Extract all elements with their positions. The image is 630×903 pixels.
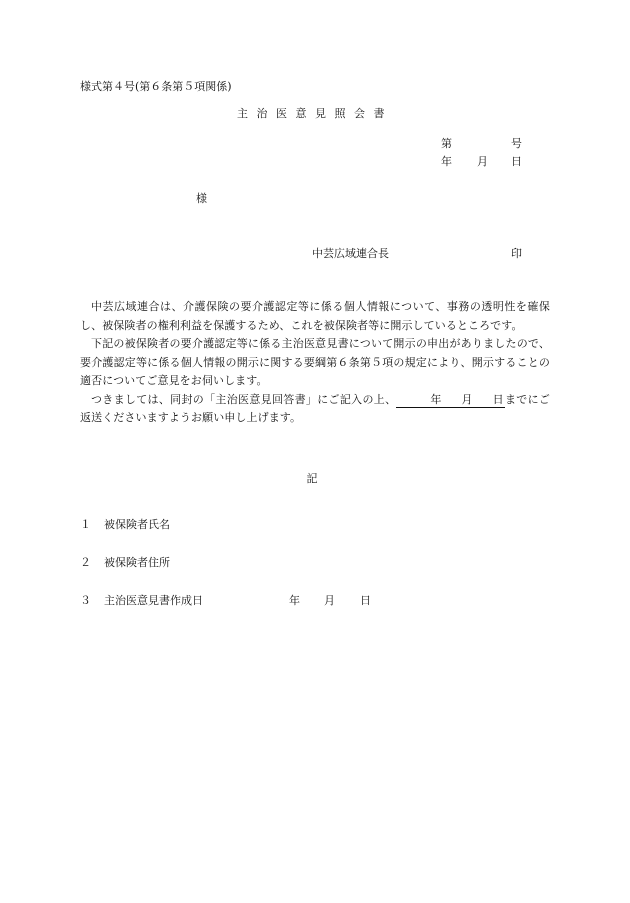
body-text bbox=[80, 298, 550, 428]
issue-date-month: 月 bbox=[477, 155, 488, 168]
opinion-date-day: 日 bbox=[360, 594, 371, 607]
form-number: 様式第４号(第６条第５項関係) bbox=[80, 80, 232, 93]
item-number: ３ bbox=[80, 594, 91, 607]
item-number: ２ bbox=[80, 556, 91, 569]
seal-mark: 印 bbox=[511, 247, 522, 260]
item-label: 被保険者氏名 bbox=[104, 518, 170, 531]
ki-heading: 記 bbox=[306, 472, 318, 485]
opinion-date-month: 月 bbox=[324, 594, 335, 607]
item-number: １ bbox=[80, 518, 91, 531]
issue-date-day: 日 bbox=[511, 155, 522, 168]
page-title: 主治医意見照会書 bbox=[237, 107, 393, 120]
item-insured-address bbox=[80, 556, 170, 570]
document-number-dai: 第 bbox=[441, 137, 452, 150]
reply-deadline-year: 年 bbox=[430, 392, 442, 406]
paragraph-3-after: までにご返送くださいますようお願い申し上げます。 bbox=[80, 392, 550, 424]
reply-deadline-month: 月 bbox=[461, 392, 473, 406]
document-number-go: 号 bbox=[511, 137, 522, 150]
addressee-suffix: 様 bbox=[196, 192, 207, 205]
item-opinion-date bbox=[80, 594, 203, 608]
issue-date-year: 年 bbox=[441, 155, 452, 168]
paragraph-1: 中芸広域連合は、介護保険の要介護認定等に係る個人情報について、事務の透明性を確保し、被保険者の権利利益を保護するため、これを被保険者等に開示しているところです。 bbox=[80, 300, 550, 332]
paragraph-3 bbox=[80, 391, 550, 428]
item-label: 主治医意見書作成日 bbox=[104, 594, 203, 607]
item-label: 被保険者住所 bbox=[104, 556, 170, 569]
reply-deadline-day: 日 bbox=[492, 392, 504, 406]
item-insured-name bbox=[80, 518, 170, 532]
sender-name: 中芸広域連合長 bbox=[312, 247, 389, 260]
paragraph-2: 下記の被保険者の要介護認定等に係る主治医意見書について開示の申出がありましたので、要介護認定等に係る個人情報の開示に関する要綱第６条第５項の規定により、開示することの適否についてご意見をお伺いします。 bbox=[80, 337, 550, 387]
paragraph-3-before: つきましては、同封の「主治医意見回答書」にご記入の上、 bbox=[91, 392, 397, 406]
reply-deadline bbox=[396, 393, 504, 408]
opinion-date-year: 年 bbox=[289, 594, 300, 607]
